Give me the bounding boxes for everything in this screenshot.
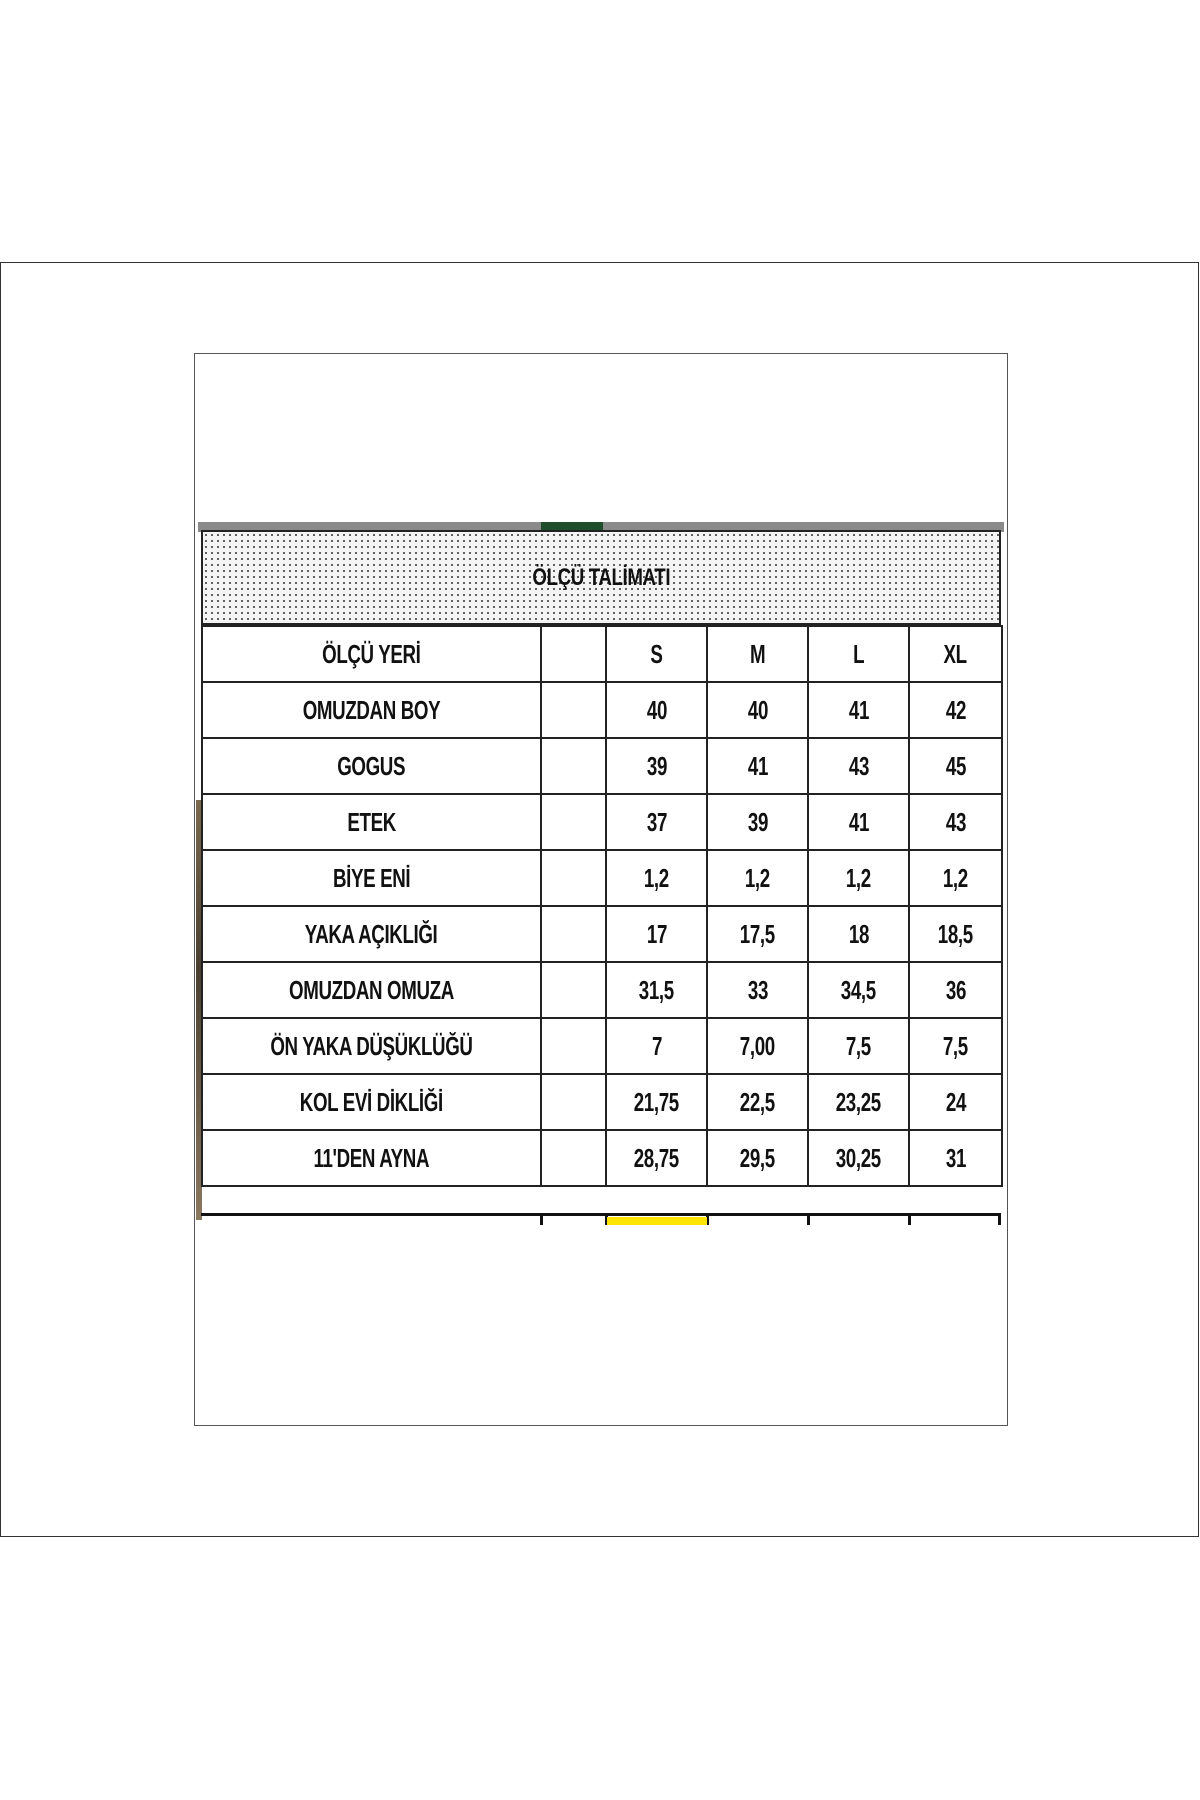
table-row	[202, 738, 1002, 794]
value-l: 41	[808, 794, 909, 850]
row-label: OMUZDAN BOY	[202, 682, 541, 738]
highlight-mark	[607, 1217, 707, 1225]
value-m: 29,5	[707, 1130, 808, 1186]
value-m: 39	[707, 794, 808, 850]
value-xl: 1,2	[909, 850, 1002, 906]
row-label: 11'DEN AYNA	[202, 1130, 541, 1186]
row-blank	[541, 962, 606, 1018]
value-l: 18	[808, 906, 909, 962]
value-s: 7	[606, 1018, 707, 1074]
value-s: 31,5	[606, 962, 707, 1018]
column-tick	[908, 1213, 911, 1225]
table-row	[202, 850, 1002, 906]
table-row	[202, 962, 1002, 1018]
header-cell-measure: ÖLÇÜ YERİ	[202, 626, 541, 682]
value-l: 7,5	[808, 1018, 909, 1074]
table-row	[202, 1130, 1002, 1186]
value-xl: 43	[909, 794, 1002, 850]
value-m: 40	[707, 682, 808, 738]
header-cell-s: S	[606, 626, 707, 682]
value-s: 39	[606, 738, 707, 794]
value-s: 17	[606, 906, 707, 962]
header-cell-m: M	[707, 626, 808, 682]
value-s: 28,75	[606, 1130, 707, 1186]
value-l: 43	[808, 738, 909, 794]
row-blank	[541, 1018, 606, 1074]
row-label: OMUZDAN OMUZA	[202, 962, 541, 1018]
value-s: 21,75	[606, 1074, 707, 1130]
header-cell-blank	[541, 626, 606, 682]
table-row	[202, 682, 1002, 738]
row-blank	[541, 682, 606, 738]
value-m: 1,2	[707, 850, 808, 906]
value-xl: 24	[909, 1074, 1002, 1130]
value-s: 1,2	[606, 850, 707, 906]
value-l: 23,25	[808, 1074, 909, 1130]
value-s: 40	[606, 682, 707, 738]
row-label: GOGUS	[202, 738, 541, 794]
header-cell-xl: XL	[909, 626, 1002, 682]
size-table	[201, 625, 1003, 1187]
header-row	[202, 626, 1002, 682]
row-blank	[541, 850, 606, 906]
row-label: YAKA AÇIKLIĞI	[202, 906, 541, 962]
table-row	[202, 1074, 1002, 1130]
table-row	[202, 794, 1002, 850]
value-xl: 45	[909, 738, 1002, 794]
table-row	[202, 906, 1002, 962]
value-m: 41	[707, 738, 808, 794]
value-xl: 31	[909, 1130, 1002, 1186]
column-tick	[807, 1213, 810, 1225]
column-tick	[540, 1213, 543, 1225]
value-xl: 7,5	[909, 1018, 1002, 1074]
value-l: 34,5	[808, 962, 909, 1018]
row-label: BİYE ENİ	[202, 850, 541, 906]
value-xl: 18,5	[909, 906, 1002, 962]
value-m: 7,00	[707, 1018, 808, 1074]
value-l: 1,2	[808, 850, 909, 906]
row-blank	[541, 1074, 606, 1130]
value-s: 37	[606, 794, 707, 850]
table-title: ÖLÇÜ TALİMATI	[532, 563, 670, 591]
row-blank	[541, 1130, 606, 1186]
value-m: 33	[707, 962, 808, 1018]
header-cell-l: L	[808, 626, 909, 682]
row-label: KOL EVİ DİKLİĞİ	[202, 1074, 541, 1130]
row-blank	[541, 794, 606, 850]
table-row	[202, 1018, 1002, 1074]
row-blank	[541, 906, 606, 962]
table-bottom-rule	[201, 1213, 1001, 1216]
value-xl: 36	[909, 962, 1002, 1018]
value-m: 17,5	[707, 906, 808, 962]
row-blank	[541, 738, 606, 794]
row-label: ÖN YAKA DÜŞÜKLÜĞÜ	[202, 1018, 541, 1074]
column-tick	[998, 1213, 1001, 1225]
table-title-cell	[201, 530, 1001, 625]
value-m: 22,5	[707, 1074, 808, 1130]
value-l: 41	[808, 682, 909, 738]
value-l: 30,25	[808, 1130, 909, 1186]
value-xl: 42	[909, 682, 1002, 738]
row-label: ETEK	[202, 794, 541, 850]
